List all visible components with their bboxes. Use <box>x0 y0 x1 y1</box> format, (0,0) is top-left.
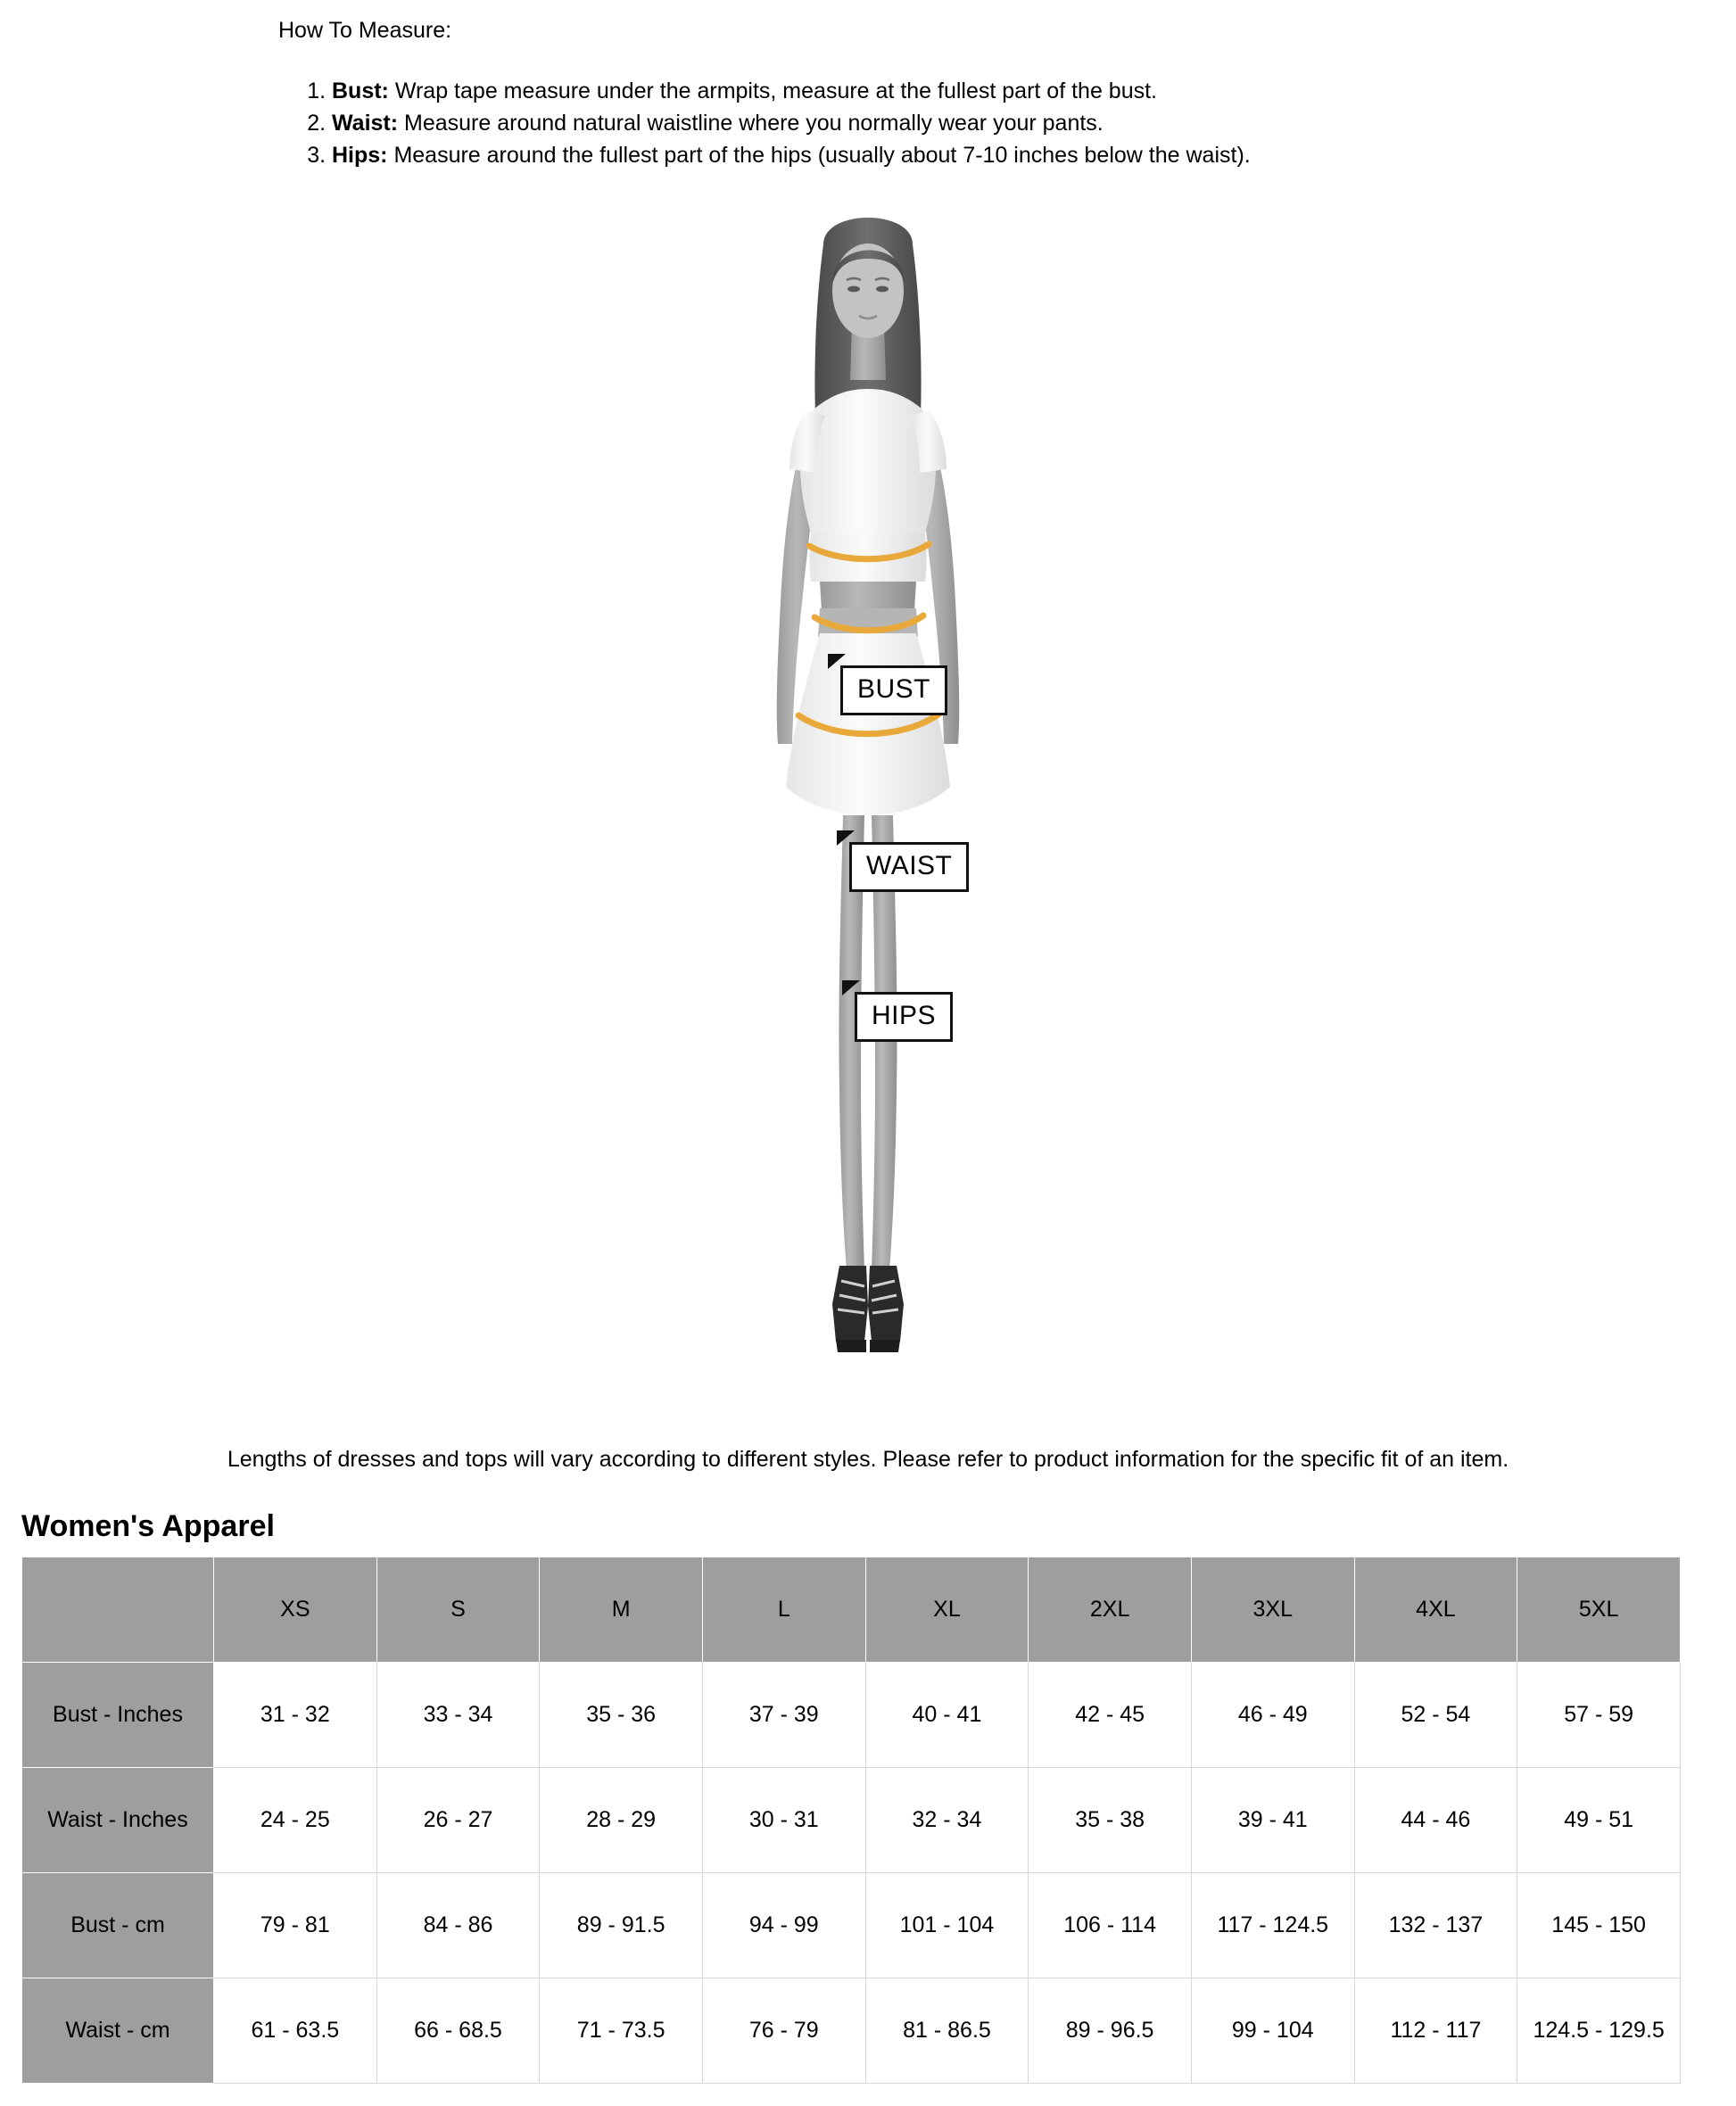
cell: 46 - 49 <box>1191 1663 1354 1768</box>
page-title: Women's Apparel <box>21 1509 275 1543</box>
cell: 26 - 27 <box>376 1768 540 1873</box>
step-term: Bust: <box>332 78 389 103</box>
row-header-waist-cm: Waist - cm <box>22 1978 214 2084</box>
step-text: Measure around natural waistline where you normally wear your pants. <box>398 111 1104 136</box>
cell: 81 - 86.5 <box>865 1978 1029 2084</box>
cell: 28 - 29 <box>540 1768 703 1873</box>
cell: 76 - 79 <box>702 1978 865 2084</box>
cell: 35 - 36 <box>540 1663 703 1768</box>
column-header-m: M <box>540 1557 703 1663</box>
table-row <box>22 1978 1681 2084</box>
pointer-icon <box>842 980 860 995</box>
cell: 24 - 25 <box>214 1768 377 1873</box>
column-header-l: L <box>702 1557 865 1663</box>
cell: 132 - 137 <box>1354 1873 1517 1978</box>
row-header-waist-inches: Waist - Inches <box>22 1768 214 1873</box>
cell: 79 - 81 <box>214 1873 377 1978</box>
how-to-measure-title: How To Measure: <box>278 18 452 43</box>
step-text: Wrap tape measure under the armpits, measure at the fullest part of the bust. <box>388 78 1157 103</box>
column-header-xl: XL <box>865 1557 1029 1663</box>
column-header-xs: XS <box>214 1557 377 1663</box>
table-row <box>22 1873 1681 1978</box>
cell: 145 - 150 <box>1517 1873 1681 1978</box>
cell: 35 - 38 <box>1029 1768 1192 1873</box>
cell: 49 - 51 <box>1517 1768 1681 1873</box>
hips-label <box>855 992 953 1042</box>
cell: 106 - 114 <box>1029 1873 1192 1978</box>
cell: 44 - 46 <box>1354 1768 1517 1873</box>
bust-label-text: BUST <box>857 674 931 704</box>
waist-label-text: WAIST <box>866 851 953 880</box>
column-header-4xl: 4XL <box>1354 1557 1517 1663</box>
waist-label <box>849 842 969 892</box>
bust-label <box>840 665 947 715</box>
cell: 40 - 41 <box>865 1663 1029 1768</box>
row-header-bust-inches: Bust - Inches <box>22 1663 214 1768</box>
cell: 42 - 45 <box>1029 1663 1192 1768</box>
row-header-bust-cm: Bust - cm <box>22 1873 214 1978</box>
pointer-icon <box>837 830 855 846</box>
column-header-5xl: 5XL <box>1517 1557 1681 1663</box>
cell: 66 - 68.5 <box>376 1978 540 2084</box>
cell: 99 - 104 <box>1191 1978 1354 2084</box>
measurement-figure <box>0 191 1736 1440</box>
cell: 61 - 63.5 <box>214 1978 377 2084</box>
step-term: Hips: <box>332 143 388 168</box>
how-to-measure-section <box>0 0 1736 171</box>
column-header-s: S <box>376 1557 540 1663</box>
list-item <box>332 75 1736 107</box>
column-header-3xl: 3XL <box>1191 1557 1354 1663</box>
cell: 57 - 59 <box>1517 1663 1681 1768</box>
size-chart-table <box>21 1557 1681 2084</box>
list-item <box>332 107 1736 139</box>
figure-caption: Lengths of dresses and tops will vary according to different styles. Please refer to product information for the specific fit of an item. <box>227 1447 1509 1472</box>
cell: 89 - 91.5 <box>540 1873 703 1978</box>
hips-label-text: HIPS <box>872 1001 937 1030</box>
list-item <box>332 139 1736 171</box>
cell: 124.5 - 129.5 <box>1517 1978 1681 2084</box>
pointer-icon <box>828 654 846 669</box>
table-corner-cell <box>22 1557 214 1663</box>
model-illustration <box>690 191 1046 1435</box>
cell: 52 - 54 <box>1354 1663 1517 1768</box>
how-to-measure-list <box>278 75 1736 171</box>
cell: 39 - 41 <box>1191 1768 1354 1873</box>
table-row <box>22 1663 1681 1768</box>
column-header-2xl: 2XL <box>1029 1557 1192 1663</box>
cell: 37 - 39 <box>702 1663 865 1768</box>
cell: 101 - 104 <box>865 1873 1029 1978</box>
cell: 71 - 73.5 <box>540 1978 703 2084</box>
step-term: Waist: <box>332 111 399 136</box>
step-text: Measure around the fullest part of the hips (usually about 7-10 inches below the waist). <box>387 143 1251 168</box>
cell: 31 - 32 <box>214 1663 377 1768</box>
cell: 112 - 117 <box>1354 1978 1517 2084</box>
cell: 94 - 99 <box>702 1873 865 1978</box>
table-header-row <box>22 1557 1681 1663</box>
cell: 32 - 34 <box>865 1768 1029 1873</box>
cell: 30 - 31 <box>702 1768 865 1873</box>
cell: 89 - 96.5 <box>1029 1978 1192 2084</box>
cell: 84 - 86 <box>376 1873 540 1978</box>
cell: 33 - 34 <box>376 1663 540 1768</box>
table-row <box>22 1768 1681 1873</box>
cell: 117 - 124.5 <box>1191 1873 1354 1978</box>
